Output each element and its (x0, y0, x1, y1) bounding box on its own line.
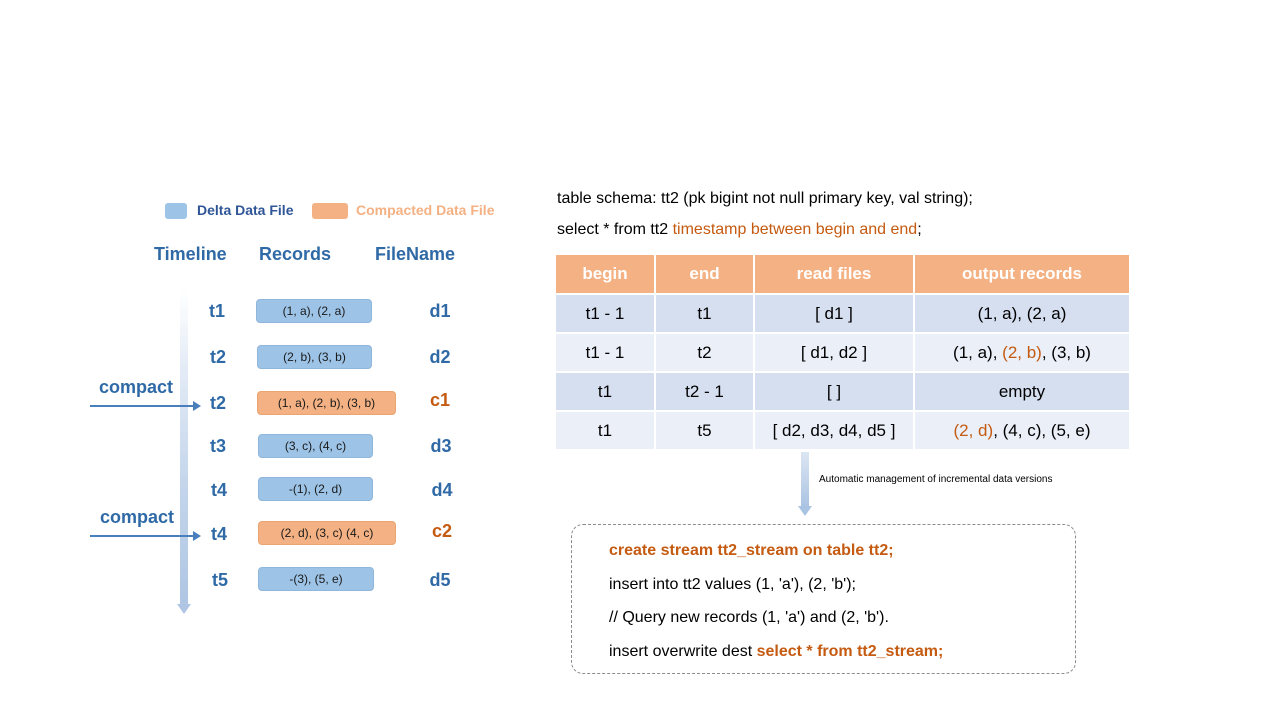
time-label: t5 (211, 570, 228, 590)
legend-delta-label: Delta Data File (197, 202, 294, 218)
output-highlight: (2, d) (953, 420, 994, 440)
filename-header: FileName (375, 244, 456, 264)
record-box-d2: (2, b), (3, b) (257, 345, 372, 369)
timeline-arrow-shaft (180, 290, 188, 606)
cell-begin: t1 - 1 (556, 294, 655, 333)
time-label: t4 (210, 524, 227, 544)
down-arrow-head (798, 506, 812, 516)
file-label-d3: d3 (430, 436, 452, 456)
time-label: t3 (209, 436, 226, 456)
cell-begin: t1 (556, 411, 655, 450)
compact-arrow-line (90, 535, 194, 537)
cell-begin: t1 - 1 (556, 333, 655, 372)
file-label-d1: d1 (429, 301, 451, 321)
down-arrow-shaft (801, 452, 809, 508)
overwrite-prefix: insert overwrite dest (609, 643, 757, 660)
code-line-insert: insert into tt2 values (1, 'a'), (2, 'b'); (609, 576, 856, 593)
select-highlight: timestamp between begin and end (672, 221, 918, 238)
code-line-overwrite (609, 643, 943, 661)
cell-read-files: [ d1, d2 ] (754, 333, 914, 372)
compact-label: compact (99, 377, 174, 397)
output-rest: , (3, b) (1041, 342, 1091, 362)
record-box-d5: -(3), (5, e) (258, 567, 374, 591)
file-label-c2: c2 (431, 521, 453, 541)
compact-arrow-head (193, 531, 201, 541)
code-line-comment: // Query new records (1, 'a') and (2, 'b'). (609, 609, 889, 626)
time-label: t1 (208, 301, 225, 321)
output-rest: , (4, c), (5, e) (993, 420, 1091, 440)
records-header: Records (259, 244, 332, 264)
legend-compacted-label: Compacted Data File (356, 202, 495, 218)
arrow-note: Automatic management of incremental data versions (819, 474, 1053, 485)
table-row (556, 333, 1129, 372)
record-box-d1: (1, a), (2, a) (256, 299, 372, 323)
legend-compacted-swatch (312, 203, 348, 219)
schema-line: table schema: tt2 (pk bigint not null primary key, val string); (557, 190, 973, 207)
file-label-c1: c1 (429, 390, 451, 410)
compact-label: compact (100, 507, 175, 527)
cell-output-records (914, 333, 1129, 372)
cell-output-records (914, 411, 1129, 450)
cell-end: t2 - 1 (655, 372, 754, 411)
record-box-c2: (2, d), (3, c) (4, c) (258, 521, 396, 545)
time-label: t2 (209, 347, 226, 367)
compact-arrow-head (193, 401, 201, 411)
output-prefix: (1, a), (953, 342, 1003, 362)
select-prefix: select * from tt2 (557, 221, 673, 238)
file-label-d2: d2 (429, 347, 451, 367)
table-row (556, 411, 1129, 450)
time-label: t4 (210, 480, 227, 500)
cell-end: t1 (655, 294, 754, 333)
file-label-d5: d5 (429, 570, 451, 590)
cell-read-files: [ ] (754, 372, 914, 411)
timeline-arrow-head (177, 604, 191, 614)
table-row (556, 294, 1129, 333)
cell-begin: t1 (556, 372, 655, 411)
time-label: t2 (209, 393, 226, 413)
column-header-end: end (655, 255, 754, 294)
overwrite-highlight: select * from tt2_stream; (756, 643, 944, 660)
output-highlight: (2, b) (1002, 342, 1042, 362)
timeline-header: Timeline (154, 244, 227, 264)
cell-output-records: (1, a), (2, a) (914, 294, 1129, 333)
results-table (556, 255, 1129, 451)
column-header-begin: begin (556, 255, 655, 294)
column-header-output-records: output records (914, 255, 1129, 294)
cell-read-files: [ d2, d3, d4, d5 ] (754, 411, 914, 450)
file-label-d4: d4 (431, 480, 453, 500)
record-box-d3: (3, c), (4, c) (258, 434, 373, 458)
code-line-create-stream: create stream tt2_stream on table tt2; (609, 542, 894, 559)
cell-end: t2 (655, 333, 754, 372)
select-suffix: ; (917, 221, 922, 238)
record-box-d4: -(1), (2, d) (258, 477, 373, 501)
select-line (557, 221, 922, 239)
legend-delta-swatch (165, 203, 187, 219)
cell-end: t5 (655, 411, 754, 450)
record-box-c1: (1, a), (2, b), (3, b) (257, 391, 396, 415)
cell-output-records: empty (914, 372, 1129, 411)
column-header-read-files: read files (754, 255, 914, 294)
table-row (556, 372, 1129, 411)
compact-arrow-line (90, 405, 194, 407)
cell-read-files: [ d1 ] (754, 294, 914, 333)
